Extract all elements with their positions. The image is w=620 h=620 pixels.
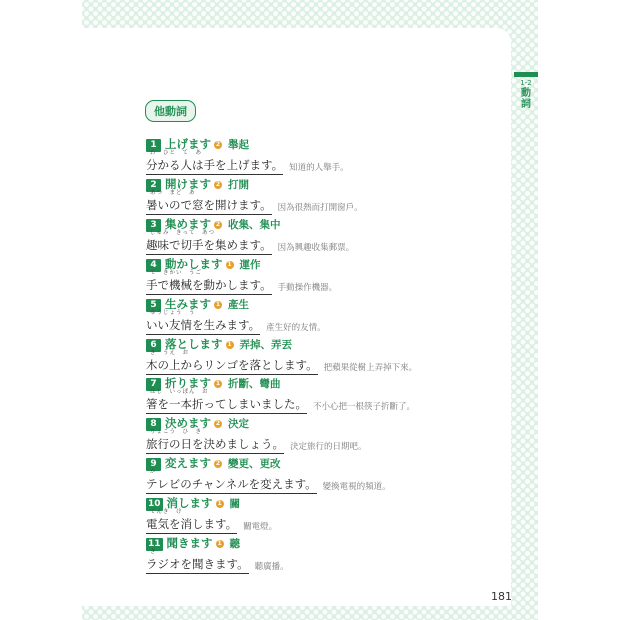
verb-form: 上げます: [165, 137, 211, 151]
furigana: て きかい うご: [150, 269, 203, 276]
example-sentence: 趣味で切手を集めます。: [146, 237, 272, 252]
chapter-tab: [514, 72, 538, 116]
vocab-entry: [146, 493, 476, 534]
furigana: き うえ お: [150, 349, 190, 356]
example-sentence-wrapper: [146, 509, 238, 534]
example-translation: 不小心把一根筷子折斷了。: [313, 402, 416, 413]
vocab-entry: [146, 134, 476, 175]
verb-group-icon: 2: [215, 460, 221, 468]
example-sentence-wrapper: [146, 189, 272, 215]
example-translation: 把蘋果從樹上弄掉下來。: [323, 362, 418, 373]
verb-form: 折ります: [165, 376, 211, 391]
example-sentence: 箸を一本折ってしまいました。: [146, 397, 307, 412]
entry-head: [146, 453, 476, 471]
example-sentence: 電気を消します。: [146, 517, 238, 532]
verb-form: 開けます: [165, 176, 211, 191]
example-translation: 決定旅行的日期吧。: [290, 442, 367, 453]
example-translation: 變換電視的頻道。: [322, 482, 391, 493]
verb-group-icon: 1: [215, 380, 221, 388]
verb-group-icon: 2: [215, 420, 221, 428]
entry-number-badge: 5: [146, 299, 161, 312]
example-sentence: テレビのチャンネルを変えます。: [146, 477, 317, 492]
example-translation: 手動操作機器。: [277, 282, 338, 293]
furigana: はし いっぽん お: [150, 389, 209, 396]
verb-group-icon: 2: [215, 180, 221, 188]
verb-form: 聞きます: [166, 536, 213, 550]
verb-meaning: 聽: [229, 538, 241, 550]
verb-form: 消します: [166, 496, 213, 511]
verb-group-icon: 1: [217, 540, 222, 547]
chapter-bar: [514, 72, 538, 77]
verb-form: 生みます: [165, 296, 211, 311]
section-badge: 他動詞: [145, 100, 196, 122]
furigana: ゆうじょう う: [150, 309, 196, 316]
vocab-entry: [146, 214, 476, 255]
entry-number-badge: 7: [146, 378, 161, 391]
example-sentence-wrapper: [146, 469, 317, 494]
example-sentence: 木の上からリンゴを落とします。: [146, 357, 318, 372]
example-row: [146, 150, 476, 175]
example-row: [146, 389, 476, 414]
example-row: [146, 229, 476, 255]
verb-group-icon: 2: [215, 141, 221, 148]
entry-number-badge: 8: [146, 418, 161, 431]
furigana: あつ まど あ: [150, 189, 196, 196]
example-sentence-wrapper: [146, 150, 284, 175]
verb-group-icon: 1: [227, 340, 232, 348]
furigana: りょこう ひ き: [150, 429, 203, 436]
vocab-entry: [146, 334, 476, 375]
example-row: [146, 349, 476, 375]
example-sentence: 手で機械を動かします。: [146, 277, 272, 292]
vocab-entry: [146, 453, 476, 494]
furigana: しゅみ きって あつ: [150, 229, 216, 236]
entry-head: [146, 334, 476, 352]
example-row: [146, 269, 476, 295]
entry-number-badge: 10: [148, 499, 161, 510]
example-translation: 產生好的友情。: [266, 322, 326, 333]
verb-form: 決めます: [165, 416, 211, 431]
entry-number-badge: 2: [146, 179, 161, 192]
verb-form: 動かします: [165, 256, 223, 271]
verb-meaning: 弄掉、弄丟: [239, 338, 292, 351]
example-sentence: 暑いので窓を開けます。: [146, 197, 272, 212]
verb-meaning: 收集、集中: [228, 218, 281, 231]
entry-number-badge: 6: [146, 339, 161, 352]
example-translation: 聽廣播。: [254, 562, 289, 572]
example-sentence-wrapper: [146, 269, 272, 295]
furigana: か: [150, 469, 157, 476]
example-translation: 因為很熱而打開窗戶。: [277, 202, 363, 213]
verb-meaning: 舉起: [228, 139, 249, 151]
example-sentence-wrapper: [146, 349, 318, 375]
verb-meaning: 折斷、彎曲: [228, 378, 281, 391]
example-translation: 因為興趣收集郵票。: [277, 242, 355, 253]
verb-form: 集めます: [165, 216, 211, 231]
example-sentence: ラジオを聞きます。: [146, 557, 249, 571]
vocab-entry: [146, 254, 476, 295]
furigana: でんき け: [150, 509, 183, 516]
example-translation: 知道的人舉手。: [289, 163, 349, 173]
entry-head: [146, 493, 476, 511]
example-sentence: 分かる人は手を上げます。: [146, 158, 284, 172]
verb-meaning: 打開: [228, 178, 249, 191]
example-sentence-wrapper: [146, 309, 261, 335]
furigana: き: [150, 549, 157, 555]
vocab-entry: [146, 373, 476, 414]
chapter-number: 1-2: [520, 79, 532, 87]
example-sentence: 旅行の日を決めましょう。: [146, 437, 284, 452]
example-row: [146, 469, 476, 494]
verb-form: 変えます: [165, 456, 211, 471]
example-row: [146, 189, 476, 215]
entry-number-badge: 9: [146, 458, 161, 471]
verb-group-icon: 2: [215, 220, 221, 228]
verb-group-icon: 1: [215, 300, 221, 308]
verb-meaning: 變更、更改: [228, 458, 281, 471]
example-sentence-wrapper: [146, 429, 284, 454]
furigana: わ ひと て あ: [150, 150, 203, 156]
page-number: 181: [491, 590, 512, 603]
vocab-entry: [146, 294, 476, 335]
vocab-entry: [146, 413, 476, 454]
verb-meaning: 產生: [228, 298, 249, 311]
verb-form: 落とします: [165, 336, 223, 351]
example-row: [146, 549, 476, 574]
verb-group-icon: 1: [227, 260, 232, 268]
vocab-entry: [146, 174, 476, 215]
chapter-title: 動詞: [521, 88, 531, 110]
example-row: [146, 309, 476, 335]
example-row: [146, 429, 476, 454]
example-sentence-wrapper: [146, 549, 249, 574]
entry-number-badge: 3: [146, 219, 161, 232]
entry-number-badge: 1: [146, 139, 161, 152]
vocab-entry: [146, 533, 476, 574]
example-sentence: いい友情を生みます。: [146, 317, 261, 332]
example-sentence-wrapper: [146, 229, 272, 255]
entry-head: [146, 533, 476, 551]
verb-group-icon: 1: [217, 500, 222, 508]
entry-number-badge: 4: [146, 259, 161, 272]
verb-meaning: 運作: [239, 258, 261, 271]
verb-meaning: 關: [229, 498, 241, 511]
example-sentence-wrapper: [146, 389, 307, 414]
verb-meaning: 決定: [228, 418, 249, 431]
entry-number-badge: 11: [148, 539, 161, 549]
example-row: [146, 509, 476, 534]
example-translation: 關電燈。: [243, 522, 278, 533]
